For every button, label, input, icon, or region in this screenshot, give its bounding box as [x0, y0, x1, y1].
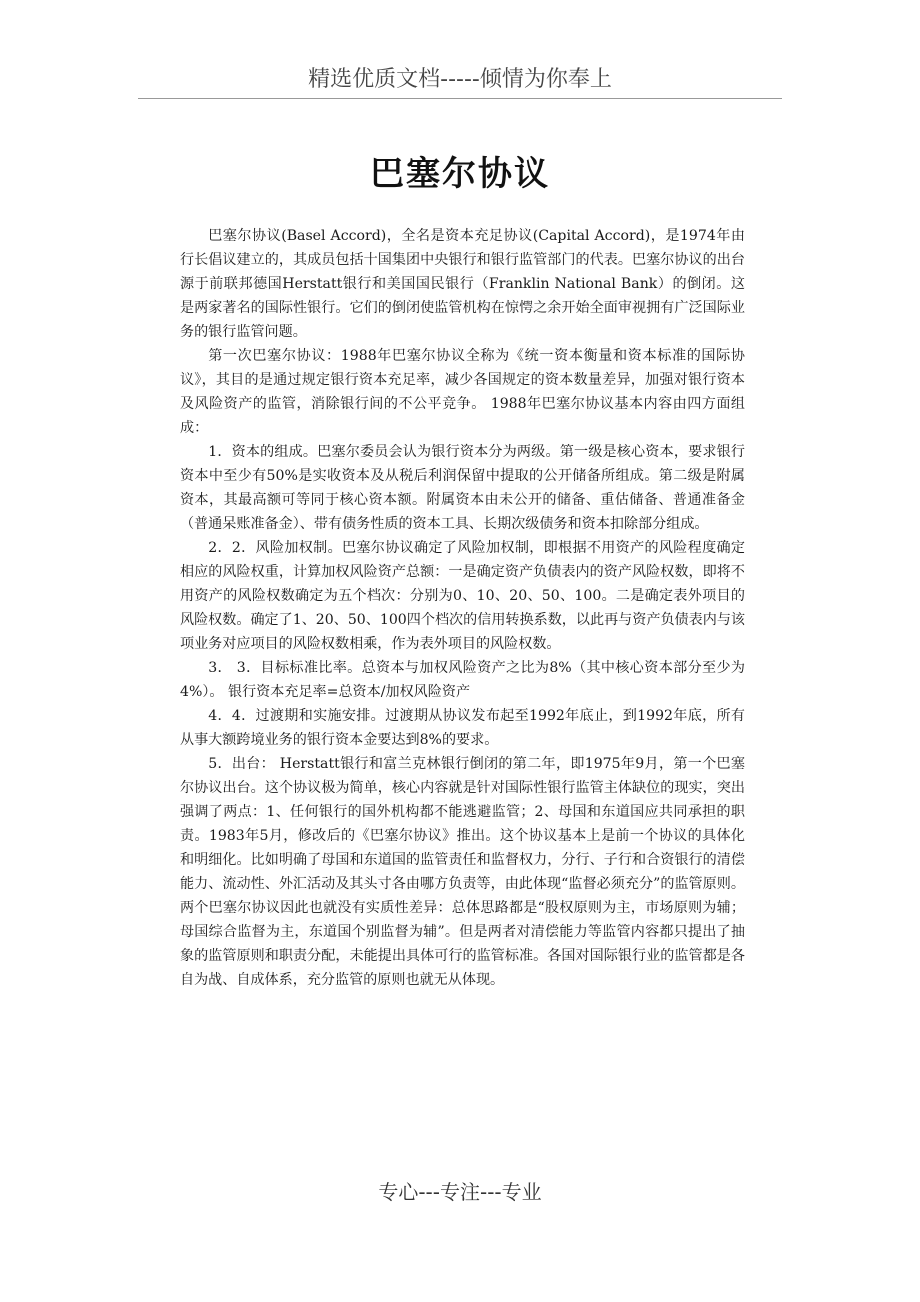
paragraph-first-accord: 第一次巴塞尔协议：1988年巴塞尔协议全称为《统一资本衡量和资本标准的国际协议》，其目的是通过规定银行资本充足率，减少各国规定的资本数量差异，加强对银行资本及风险资产的监管，消除银行间的不公平竞争。 1988年巴塞尔协议基本内容由四方面组成： — [180, 348, 745, 436]
document-title: 巴塞尔协议 — [370, 154, 550, 194]
page-header: 精选优质文档-----倾情为你奉上 — [308, 67, 612, 92]
page-footer: 专心---专注---专业 — [378, 1180, 542, 1204]
paragraph-capital-composition: 1．资本的组成。巴塞尔委员会认为银行资本分为两级。第一级是核心资本，要求银行资本中至少有50%是实收资本及从税后利润保留中提取的公开储备所组成。第二级是附属资本，其最高额可等同于核心资本额。附属资本由未公开的储备、重估储备、普通准备金（普通呆账准备金）、带有债务性质的资本工具、长期次级债务和资本扣除部分组成。 — [180, 444, 745, 532]
paragraph-target-ratio: 3． 3．目标标准比率。总资本与加权风险资产之比为8%（其中核心资本部分至少为4%）。 银行资本充足率=总资本/加权风险资产 — [180, 660, 745, 700]
header-divider — [138, 98, 782, 99]
paragraph-transition: 4．4．过渡期和实施安排。过渡期从协议发布起至1992年底止，到1992年底，所有从事大额跨境业务的银行资本金要达到8%的要求。 — [180, 708, 745, 748]
paragraph-risk-weighting: 2．2．风险加权制。巴塞尔协议确定了风险加权制，即根据不用资产的风险程度确定相应的风险权重，计算加权风险资产总额：一是确定资产负债表内的资产风险权数，即将不用资产的风险权数确定为五个档次：分别为0、10、20、50、100。二是确定表外项目的风险权数。确定了1、20、50、100四个档次的信用转换系数，以此再与资产负债表内与该项业务对应项目的风险权数相乘，作为表外项目的风险权数。 — [180, 540, 746, 652]
paragraph-intro: 巴塞尔协议(Basel Accord)，全名是资本充足协议(Capital Accord)，是1974年由 行长倡议建立的，其成员包括十国集团中央银行和银行监管部门的代表。巴塞尔协议的出台源于前联邦德国Herstatt银行和美国国民银行（Franklin National Bank）的倒闭。这是两家著名的国际性银行。它们的倒闭使监管机构在惊愕之余开始全面审视拥有广泛国际业务的银行监管问题。 — [180, 228, 745, 340]
document-body — [180, 224, 745, 992]
paragraph-introduction-history: 5．出台： Herstatt银行和富兰克林银行倒闭的第二年，即1975年9月，第一个巴塞尔协议出台。这个协议极为简单，核心内容就是针对国际性银行监管主体缺位的现实，突出强调了两点：1、任何银行的国外机构都不能逃避监管；2、母国和东道国应共同承担的职责。1983年5月，修改后的《巴塞尔协议》推出。这个协议基本上是前一个协议的具体化和明细化。比如明确了母国和东道国的监管责任和监督权力，分行、子行和合资银行的清偿能力、流动性、外汇活动及其头寸各由哪方负责等，由此体现“监督必须充分”的监管原则。两个巴塞尔协议因此也就没有实质性差异：总体思路都是“股权原则为主，市场原则为辅；母国综合监督为主，东道国个别监督为辅”。但是两者对清偿能力等监管内容都只提出了抽象的监管原则和职责分配，未能提出具体可行的监管标准。各国对国际银行业的监管都是各自为战、自成体系，充分监管的原则也就无从体现。 — [180, 756, 745, 988]
